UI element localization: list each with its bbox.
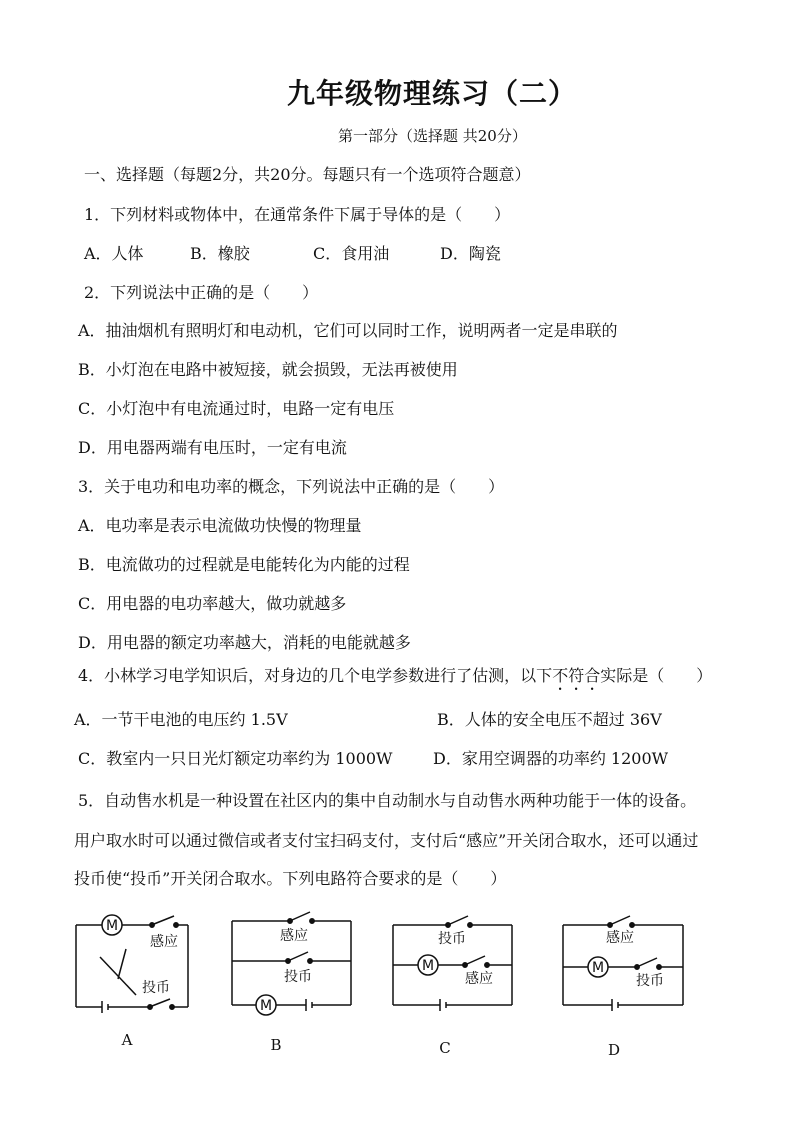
circuit-a: [76, 915, 188, 1013]
circuit-c-sense-label: 感应: [465, 971, 493, 987]
circuit-d-sense-label: 感应: [606, 930, 634, 946]
circuit-d-motor-label: M: [591, 960, 605, 976]
q4-stem-emphasis: 不符合: [552, 666, 601, 685]
question-4-stem: [78, 665, 712, 694]
q4-stem-suffix: 实际是（ ）: [600, 666, 713, 685]
q1-option-a: A．人体: [84, 244, 144, 263]
circuit-a-coin-label: 投币: [142, 980, 170, 996]
q4-option-a: A．一节干电池的电压约 1.5V: [74, 710, 288, 729]
q2-option-a: A．抽油烟机有照明灯和电动机，它们可以同时工作，说明两者一定是串联的: [78, 321, 618, 340]
section-subtitle: 第一部分（选择题 共20分）: [338, 127, 527, 145]
q3-option-b: B．电流做功的过程就是电能转化为内能的过程: [78, 555, 410, 574]
q4-option-c: C．教室内一只日光灯额定功率约为 1000W: [78, 749, 393, 768]
q1-option-d: D．陶瓷: [440, 244, 501, 263]
question-5-stem-line-1: 5．自动售水机是一种设置在社区内的集中自动制水与自动售水两种功能于一体的设备。: [78, 791, 697, 810]
q3-option-d: D．用电器的额定功率越大，消耗的电能就越多: [78, 633, 411, 652]
page-title: 九年级物理练习（二）: [286, 77, 577, 110]
circuit-d-coin-label: 投币: [636, 973, 664, 989]
circuit-b-sense-label: 感应: [280, 928, 308, 944]
q1-option-c: C．食用油: [313, 244, 390, 263]
q3-option-c: C．用电器的电功率越大，做功就越多: [78, 594, 347, 613]
circuit-b-motor-label: M: [259, 998, 273, 1014]
circuit-c-coin-label: 投币: [438, 931, 466, 947]
section-heading: 一、选择题（每题2分，共20分。每题只有一个选项符合题意）: [84, 165, 531, 184]
question-3-stem: 3．关于电功和电功率的概念，下列说法中正确的是（ ）: [78, 477, 505, 496]
question-2-stem: 2．下列说法中正确的是（ ）: [84, 283, 319, 302]
circuit-a-choice-label: A: [121, 1031, 133, 1049]
circuit-b-coin-label: 投币: [284, 969, 312, 985]
circuit-c-motor-label: M: [421, 958, 435, 974]
circuit-a-motor-label: M: [105, 918, 119, 934]
question-5-stem-line-2: 用户取水时可以通过微信或者支付宝扫码支付，支付后“感应”开关闭合取水，还可以通过: [74, 831, 699, 850]
q2-option-d: D．用电器两端有电压时，一定有电流: [78, 438, 347, 457]
circuit-c-choice-label: C: [439, 1039, 451, 1057]
q4-option-d: D．家用空调器的功率约 1200W: [433, 749, 669, 768]
circuit-d-choice-label: D: [607, 1041, 621, 1059]
q4-option-b: B．人体的安全电压不超过 36V: [437, 710, 662, 729]
q3-option-a: A．电功率是表示电流做功快慢的物理量: [78, 516, 362, 535]
circuit-b-choice-label: B: [270, 1036, 282, 1054]
q2-option-b: B．小灯泡在电路中被短接，就会损毁，无法再被使用: [78, 360, 458, 379]
q4-stem-prefix: 4．小林学习电学知识后，对身边的几个电学参数进行了估测，以下: [78, 666, 553, 685]
question-1-stem: 1．下列材料或物体中，在通常条件下属于导体的是（ ）: [84, 205, 511, 224]
q2-option-c: C．小灯泡中有电流通过时，电路一定有电压: [78, 399, 395, 418]
q1-option-b: B．橡胶: [190, 244, 250, 263]
circuit-a-sense-label: 感应: [150, 934, 178, 950]
circuit-diagrams: [0, 895, 794, 1065]
question-5-stem-line-3: 投币使“投币”开关闭合取水。下列电路符合要求的是（ ）: [74, 869, 507, 888]
